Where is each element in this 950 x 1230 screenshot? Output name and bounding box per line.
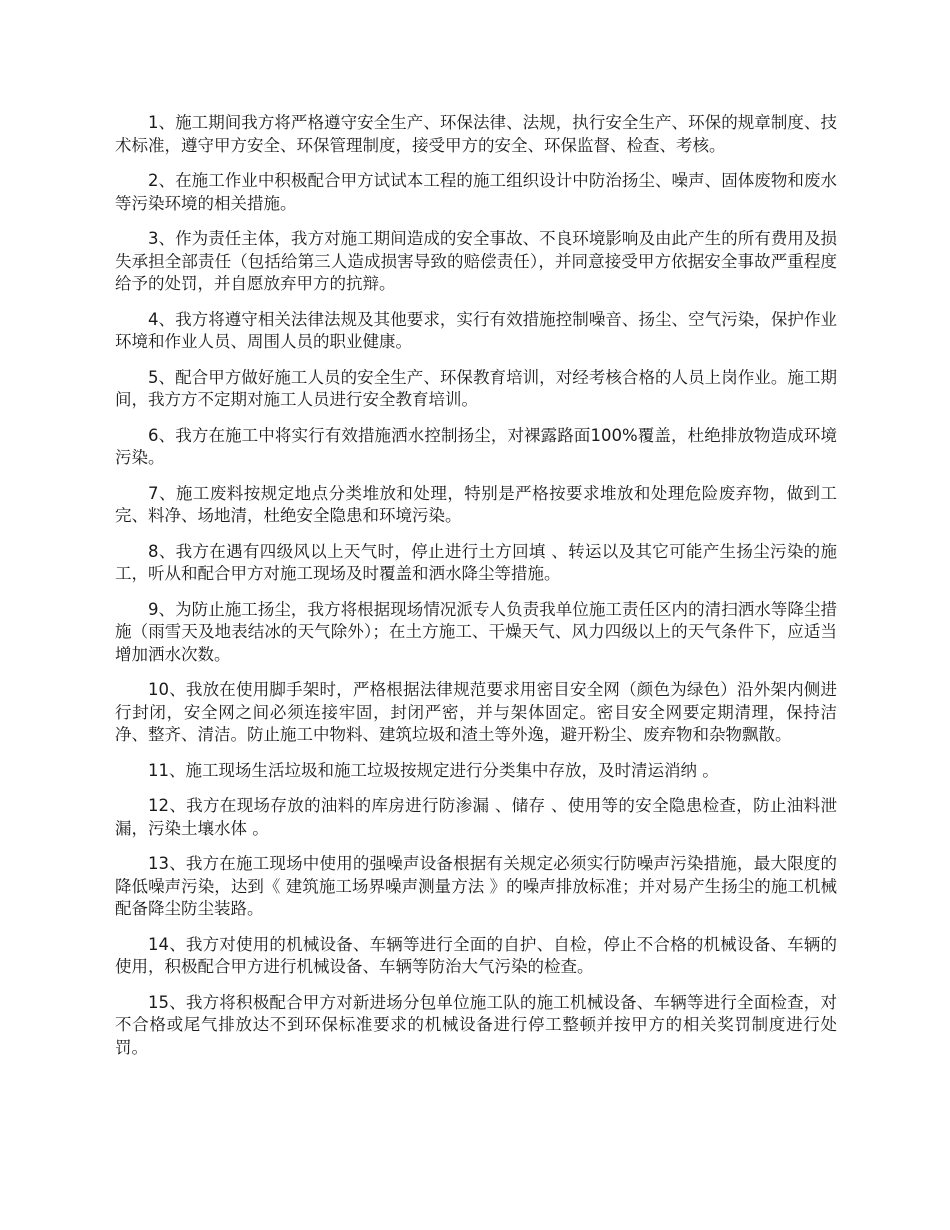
- document-body: [115, 112, 837, 1072]
- paragraph-1: 1、施工期间我方将严格遵守安全生产、环保法律、法规，执行安全生产、环保的规章制度、技术标准，遵守甲方安全、环保管理制度，接受甲方的安全、环保监督、检查、考核。: [115, 113, 837, 155]
- paragraph-4: 4、我方将遵守相关法律法规及其他要求，实行有效措施控制噪音、扬尘、空气污染，保护作业环境和作业人员、周围人员的职业健康。: [115, 309, 837, 351]
- paragraph-14: 14、我方对使用的机械设备、车辆等进行全面的自护、自检，停止不合格的机械设备、车辆的使用，积极配合甲方进行机械设备、车辆等防治大气污染的检查。: [115, 934, 837, 976]
- paragraph-6: 6、我方在施工中将实行有效措施洒水控制扬尘，对裸露路面100%覆盖，杜绝排放物造成环境污染。: [115, 425, 837, 467]
- paragraph-11: 11、施工现场生活垃圾和施工垃圾按规定进行分类集中存放，及时清运消纳 。: [148, 760, 719, 780]
- paragraph-8: 8、我方在遇有四级风以上天气时，停止进行土方回填 、转运以及其它可能产生扬尘污染的施工，听从和配合甲方对施工现场及时覆盖和洒水降尘等措施。: [115, 541, 837, 583]
- paragraph-5: 5、配合甲方做好施工人员的安全生产、环保教育培训，对经考核合格的人员上岗作业。施工期间，我方方不定期对施工人员进行安全教育培训。: [115, 367, 837, 409]
- paragraph-2: 2、在施工作业中积极配合甲方试试本工程的施工组织设计中防治扬尘、噪声、固体废物和废水等污染环境的相关措施。: [115, 171, 837, 213]
- paragraph-9: 9、为防止施工扬尘，我方将根据现场情况派专人负责我单位施工责任区内的清扫洒水等降尘措施（雨雪天及地表结冰的天气除外）；在土方施工、干燥天气、风力四级以上的天气条件下，应适当增加洒水次数。: [115, 599, 837, 664]
- paragraph-12: 12、我方在现场存放的油料的库房进行防渗漏 、储存 、使用等的安全隐患检查，防止油料泄漏，污染土壤水体 。: [115, 796, 837, 838]
- paragraph-7: 7、施工废料按规定地点分类堆放和处理，特别是严格按要求堆放和处理危险废弃物，做到工完、料净、场地清，杜绝安全隐患和环境污染。: [115, 483, 837, 525]
- paragraph-13: 13、我方在施工现场中使用的强噪声设备根据有关规定必须实行防噪声污染措施，最大限度的降低噪声污染，达到《 建筑施工场界噪声测量方法 》的噪声排放标准；并对易产生扬尘的施工机械配备降尘防尘装路。: [115, 854, 837, 918]
- paragraph-3: 3、作为责任主体，我方对施工期间造成的安全事故、不良环境影响及由此产生的所有费用及损失承担全部责任（包括给第三人造成损害导致的赔偿责任），并同意接受甲方依据安全事故严重程度给予的处罚，并自愿放弃甲方的抗辩。: [115, 229, 837, 293]
- paragraph-10: 10、我放在使用脚手架时，严格根据法律规范要求用密目安全网（颜色为绿色）沿外架内侧进行封闭，安全网之间必须连接牢固，封闭严密，并与架体固定。密目安全网要定期清理，保持洁净、整齐、清洁。防止施工中物料、建筑垃圾和渣土等外逸，避开粉尘、废弃物和杂物飘散。: [115, 680, 837, 744]
- paragraph-15: 15、我方将积极配合甲方对新进场分包单位施工队的施工机械设备、车辆等进行全面检查，对不合格或尾气排放达不到环保标准要求的机械设备进行停工整顿并按甲方的相关奖罚制度进行处罚。: [115, 992, 837, 1057]
